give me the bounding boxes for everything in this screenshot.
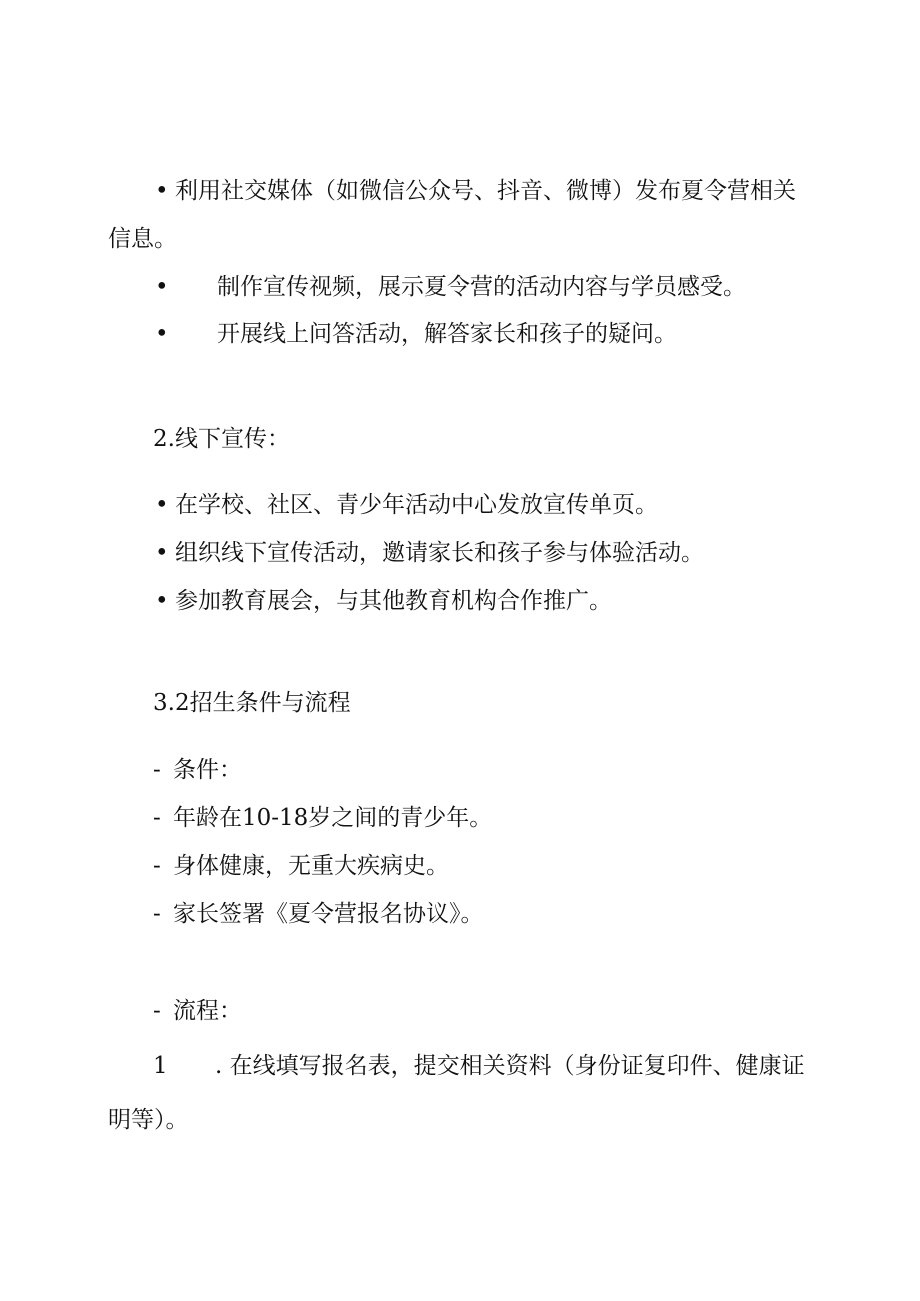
step-1-number: 1 <box>153 1053 168 1079</box>
online-item-2 <box>155 272 746 302</box>
offline-item-3-text: 参加教育展会，与其他教育机构合作推广。 <box>175 588 612 614</box>
section-heading: 3.2招生条件与流程 <box>153 690 351 716</box>
process-label <box>153 996 242 1026</box>
bullet-icon: • <box>155 492 169 518</box>
offline-item-2-text: 组织线下宣传活动，邀请家长和孩子参与体验活动。 <box>175 540 704 566</box>
step-1-text: . 在线填写报名表，提交相关资料（身份证复印件、健康证 <box>215 1053 805 1079</box>
offline-item-2 <box>155 538 704 568</box>
process-label-text: 流程： <box>173 998 242 1024</box>
dash-marker: - <box>153 998 161 1024</box>
step-1-line-2: 明等）。 <box>108 1107 189 1133</box>
step-1-line-1 <box>153 1051 805 1081</box>
offline-heading: 2.线下宣传： <box>153 426 290 452</box>
conditions-label-text: 条件： <box>173 757 242 783</box>
dash-marker: - <box>153 757 161 783</box>
condition-2-text: 身体健康，无重大疾病史。 <box>173 853 449 879</box>
condition-2 <box>153 851 449 881</box>
bullet-icon: • <box>155 274 169 300</box>
condition-1-text: 年龄在10-18岁之间的青少年。 <box>173 805 493 831</box>
dash-marker: - <box>153 901 161 927</box>
online-item-2-text: 制作宣传视频，展示夏令营的活动内容与学员感受。 <box>217 274 746 300</box>
online-item-1-line-1 <box>155 176 796 206</box>
offline-item-1-text: 在学校、社区、青少年活动中心发放宣传单页。 <box>175 492 658 518</box>
condition-1 <box>153 803 492 833</box>
online-item-1-text: 利用社交媒体（如微信公众号、抖音、微博）发布夏令营相关 <box>175 178 796 204</box>
offline-item-1 <box>155 490 658 520</box>
condition-3 <box>153 899 484 929</box>
dash-marker: - <box>153 805 161 831</box>
bullet-icon: • <box>155 178 169 204</box>
dash-marker: - <box>153 853 161 879</box>
bullet-icon: • <box>155 321 169 347</box>
conditions-label <box>153 755 242 785</box>
offline-item-3 <box>155 586 612 616</box>
bullet-icon: • <box>155 588 169 614</box>
condition-3-text: 家长签署《夏令营报名协议》。 <box>173 901 484 927</box>
online-item-3 <box>155 319 677 349</box>
online-item-1-line-2: 信息。 <box>108 226 177 252</box>
online-item-3-text: 开展线上问答活动，解答家长和孩子的疑问。 <box>217 321 677 347</box>
bullet-icon: • <box>155 540 169 566</box>
